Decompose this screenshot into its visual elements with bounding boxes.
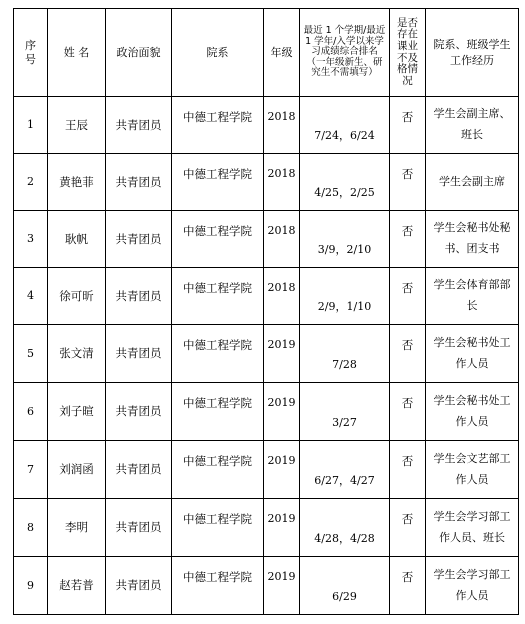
cell-idx-text: 6 (27, 404, 34, 418)
cell-rank (300, 441, 390, 499)
cell-rank (300, 211, 390, 268)
cell-grade (264, 557, 300, 615)
table-row (14, 557, 519, 615)
cell-dept (172, 383, 264, 441)
cell-rank (300, 325, 390, 383)
cell-dept-text: 中德工程学院 (183, 281, 252, 295)
cell-grade-text: 2019 (267, 570, 296, 583)
cell-experience-text: 学生会秘书处秘书、团支书 (433, 221, 511, 255)
cell-politics-text: 共青团员 (115, 578, 162, 593)
cell-politics-text: 共青团员 (115, 462, 162, 477)
cell-experience (426, 268, 519, 325)
cell-politics (106, 97, 172, 154)
cell-dept (172, 441, 264, 499)
cell-name-text: 黄艳菲 (59, 174, 94, 189)
cell-idx (14, 499, 48, 557)
cell-rank-text: 4/25，2/25 (314, 186, 375, 200)
cell-experience (426, 211, 519, 268)
cell-dept-text: 中德工程学院 (183, 512, 252, 526)
cell-dept (172, 268, 264, 325)
cell-idx-text: 9 (27, 578, 34, 592)
cell-grade-text: 2018 (267, 224, 296, 237)
cell-fail-text: 否 (401, 281, 414, 295)
cell-name-text: 李明 (65, 520, 88, 535)
cell-experience (426, 499, 519, 557)
cell-idx-text: 1 (27, 118, 34, 132)
table-row (14, 97, 519, 154)
cell-grade (264, 383, 300, 441)
cell-experience (426, 383, 519, 441)
header-rank: 最近 1 个学期/最近 1 学年/入学以来学习成绩综合排名（一年级新生、研究生不需填写） (300, 9, 390, 97)
cell-dept-text: 中德工程学院 (183, 454, 252, 468)
cell-name (48, 383, 106, 441)
cell-rank (300, 383, 390, 441)
cell-experience (426, 557, 519, 615)
cell-rank-text: 6/29 (332, 590, 357, 604)
cell-name (48, 268, 106, 325)
cell-dept-text: 中德工程学院 (183, 224, 252, 238)
cell-name (48, 441, 106, 499)
cell-fail-text: 否 (401, 512, 414, 526)
cell-politics-text: 共青团员 (115, 231, 162, 246)
cell-fail-text: 否 (401, 396, 414, 410)
cell-fail-text: 否 (401, 338, 414, 352)
cell-idx (14, 97, 48, 154)
cell-dept (172, 499, 264, 557)
cell-politics (106, 268, 172, 325)
cell-rank-text: 3/27 (332, 416, 357, 430)
cell-grade (264, 499, 300, 557)
cell-name-text: 刘子暄 (59, 404, 94, 419)
cell-dept (172, 211, 264, 268)
table-row (14, 499, 519, 557)
cell-name-text: 王辰 (65, 117, 88, 132)
cell-experience-text: 学生会秘书处工作人员 (433, 393, 511, 428)
cell-dept (172, 154, 264, 211)
cell-idx-text: 4 (27, 289, 34, 303)
header-experience: 院系、班级学生工作经历 (426, 9, 519, 97)
cell-fail-text: 否 (401, 167, 414, 181)
cell-idx-text: 2 (27, 175, 34, 189)
cell-dept-text: 中德工程学院 (183, 110, 252, 124)
cell-dept-text: 中德工程学院 (183, 396, 252, 410)
cell-rank-text: 7/28 (332, 358, 357, 372)
cell-grade-text: 2019 (267, 396, 296, 409)
cell-politics-text: 共青团员 (115, 117, 162, 132)
cell-grade (264, 325, 300, 383)
table-body (14, 97, 519, 615)
cell-rank-text: 7/24，6/24 (314, 129, 375, 143)
cell-experience (426, 441, 519, 499)
cell-fail (390, 383, 426, 441)
table-row (14, 325, 519, 383)
cell-grade-text: 2019 (267, 454, 296, 467)
cell-name (48, 499, 106, 557)
cell-politics-text: 共青团员 (115, 404, 162, 419)
cell-fail (390, 154, 426, 211)
cell-grade-text: 2018 (267, 110, 296, 123)
cell-dept (172, 97, 264, 154)
cell-grade-text: 2018 (267, 281, 296, 294)
cell-name-text: 耿帆 (65, 231, 88, 246)
cell-politics (106, 154, 172, 211)
cell-rank (300, 268, 390, 325)
header-dept: 院系 (172, 9, 264, 97)
table-row (14, 441, 519, 499)
cell-politics (106, 325, 172, 383)
cell-politics-text: 共青团员 (115, 288, 162, 303)
cell-rank (300, 97, 390, 154)
cell-name (48, 97, 106, 154)
cell-experience-text: 学生会副主席、班长 (433, 107, 511, 141)
cell-rank (300, 557, 390, 615)
cell-rank-text: 3/9，2/10 (317, 243, 372, 257)
cell-grade (264, 97, 300, 154)
cell-idx (14, 211, 48, 268)
cell-rank-text: 4/28，4/28 (314, 532, 375, 546)
cell-name-text: 刘润函 (59, 462, 94, 477)
cell-grade (264, 154, 300, 211)
cell-experience-text: 学生会学习部工作人员 (433, 567, 511, 602)
table-row (14, 268, 519, 325)
cell-idx (14, 557, 48, 615)
header-idx: 序号 (14, 9, 48, 97)
header-row (14, 9, 519, 97)
cell-idx (14, 325, 48, 383)
cell-dept-text: 中德工程学院 (183, 167, 252, 181)
cell-rank (300, 499, 390, 557)
cell-grade (264, 441, 300, 499)
header-grade: 年级 (264, 9, 300, 97)
cell-fail (390, 268, 426, 325)
cell-dept-text: 中德工程学院 (183, 338, 252, 352)
cell-idx (14, 383, 48, 441)
cell-experience-text: 学生会学习部工作人员、班长 (433, 509, 511, 544)
table-row (14, 383, 519, 441)
cell-grade (264, 211, 300, 268)
cell-politics (106, 557, 172, 615)
cell-fail-text: 否 (401, 454, 414, 468)
cell-fail (390, 557, 426, 615)
cell-idx-text: 8 (27, 520, 34, 534)
cell-name-text: 张文清 (59, 346, 94, 361)
cell-name (48, 557, 106, 615)
cell-idx-text: 5 (27, 346, 34, 360)
cell-fail (390, 441, 426, 499)
cell-politics-text: 共青团员 (115, 174, 162, 189)
cell-fail (390, 97, 426, 154)
cell-name-text: 徐可昕 (59, 288, 94, 303)
cell-name (48, 325, 106, 383)
cell-grade-text: 2018 (267, 167, 296, 180)
cell-experience (426, 325, 519, 383)
table-row (14, 211, 519, 268)
cell-politics (106, 211, 172, 268)
cell-dept (172, 557, 264, 615)
header-fail: 是否存在课业不及格情况 (390, 9, 426, 97)
cell-grade-text: 2019 (267, 512, 296, 525)
cell-politics (106, 499, 172, 557)
cell-grade-text: 2019 (267, 338, 296, 351)
student-table (13, 8, 519, 615)
cell-fail (390, 325, 426, 383)
document-page (13, 8, 519, 615)
cell-idx (14, 268, 48, 325)
header-politics: 政治面貌 (106, 9, 172, 97)
cell-idx-text: 3 (27, 232, 34, 246)
cell-name (48, 211, 106, 268)
cell-politics (106, 441, 172, 499)
cell-experience-text: 学生会文艺部工作人员 (433, 451, 511, 486)
cell-rank (300, 154, 390, 211)
cell-rank-text: 6/27，4/27 (314, 474, 375, 488)
cell-experience-text: 学生会秘书处工作人员 (433, 335, 511, 370)
cell-experience-text: 学生会副主席 (439, 174, 505, 188)
table-row (14, 154, 519, 211)
cell-grade (264, 268, 300, 325)
cell-experience (426, 97, 519, 154)
cell-fail-text: 否 (401, 570, 414, 584)
cell-name-text: 赵若普 (59, 578, 94, 593)
cell-politics-text: 共青团员 (115, 520, 162, 535)
cell-idx (14, 441, 48, 499)
cell-rank-text: 2/9，1/10 (317, 300, 372, 314)
cell-idx (14, 154, 48, 211)
cell-fail (390, 499, 426, 557)
cell-experience (426, 154, 519, 211)
cell-dept (172, 325, 264, 383)
header-name: 姓 名 (48, 9, 106, 97)
cell-name (48, 154, 106, 211)
cell-fail (390, 211, 426, 268)
cell-experience-text: 学生会体育部部长 (433, 278, 511, 312)
cell-dept-text: 中德工程学院 (183, 570, 252, 584)
cell-politics-text: 共青团员 (115, 346, 162, 361)
cell-fail-text: 否 (401, 110, 414, 124)
cell-politics (106, 383, 172, 441)
cell-fail-text: 否 (401, 224, 414, 238)
cell-idx-text: 7 (27, 462, 34, 476)
